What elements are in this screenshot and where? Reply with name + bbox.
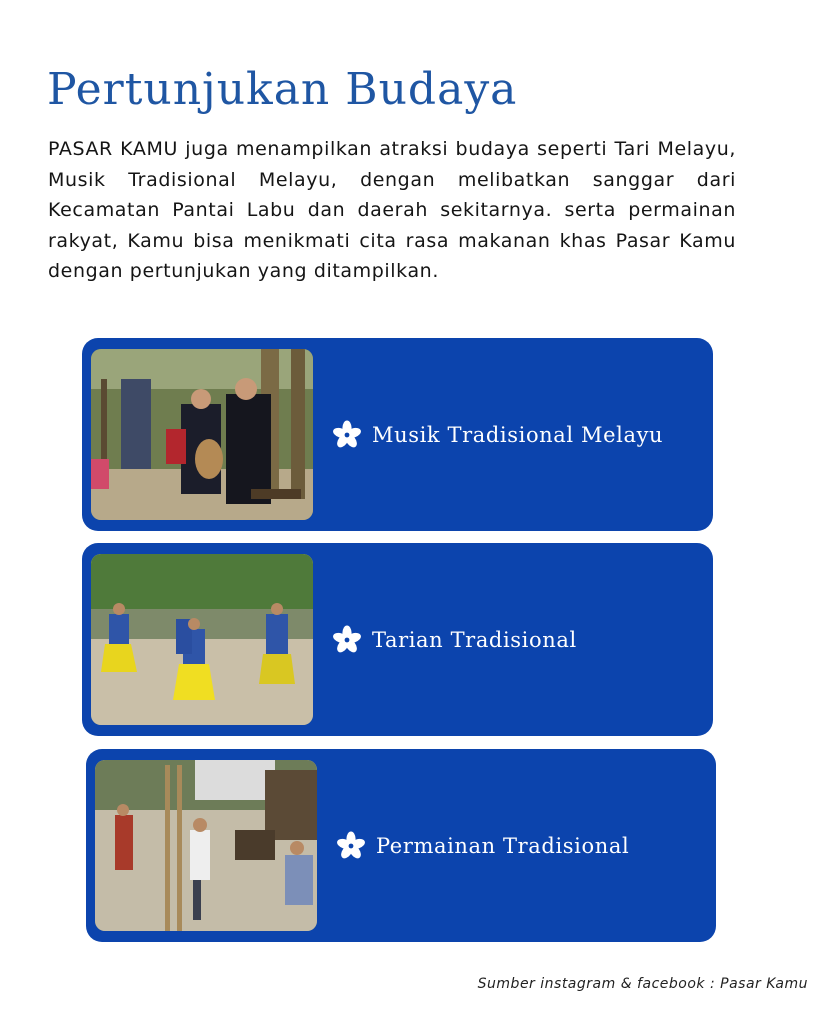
music-performance-photo bbox=[91, 349, 313, 520]
intro-paragraph: PASAR KAMU juga menampilkan atraksi budaya seperti Tari Melayu, Musik Tradisional Melayu, dengan melibatkan sanggar dari Kecamatan Pantai Labu dan daerah sekitarnya. serta permainan rakyat, Kamu bisa menikmati cita rasa makanan khas Pasar Kamu dengan pertunjukan yang ditampilkan. bbox=[48, 138, 736, 282]
card-title: Tarian Tradisional bbox=[372, 627, 577, 652]
card-tarian-tradisional bbox=[82, 543, 713, 736]
card-title: Permainan Tradisional bbox=[376, 833, 630, 858]
card-label bbox=[332, 543, 577, 736]
card-label bbox=[336, 749, 629, 942]
dance-performance-photo bbox=[91, 554, 313, 725]
traditional-games-photo bbox=[95, 760, 317, 931]
source-credit: Sumber instagram & facebook : Pasar Kamu bbox=[477, 976, 808, 992]
flower-icon bbox=[332, 420, 362, 450]
card-musik-tradisional bbox=[82, 338, 713, 531]
card-title: Musik Tradisional Melayu bbox=[372, 422, 664, 447]
flower-icon bbox=[336, 831, 366, 861]
card-permainan-tradisional bbox=[86, 749, 716, 942]
card-label bbox=[332, 338, 663, 531]
flower-icon bbox=[332, 625, 362, 655]
page-title: Pertunjukan Budaya bbox=[47, 64, 518, 115]
